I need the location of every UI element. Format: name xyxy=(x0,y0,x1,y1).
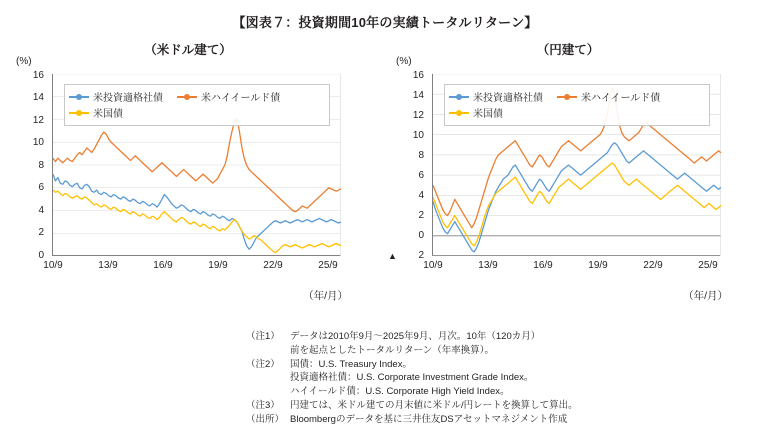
x-tick: 10/9 xyxy=(423,260,443,271)
y-tick: 16 xyxy=(412,70,424,81)
legend-item-ig xyxy=(449,89,543,104)
y-tick-negative: 2 xyxy=(418,250,424,261)
notes-block xyxy=(246,330,578,426)
panel-title-jpy: （円建て） xyxy=(536,43,600,57)
note-sub: ハイイールド債：U.S. Corporate High Yield Index。 xyxy=(290,386,510,398)
legend-item-hy xyxy=(557,89,660,104)
x-axis-caption-jpy: （年/月） xyxy=(683,290,728,302)
legend-label-ig: 米投資適格社債 xyxy=(93,93,163,104)
legend-item-hy xyxy=(177,89,280,104)
y-tick: 6 xyxy=(418,170,424,181)
y-tick: 10 xyxy=(412,130,424,141)
note-body: 円建ては、米ドル建ての月末値に米ドル/円レートを換算して算出。 xyxy=(290,399,578,411)
y-tick: 4 xyxy=(418,190,424,201)
unit-label-usd: (%) xyxy=(16,56,32,67)
x-axis-caption-usd: （年/月） xyxy=(303,290,348,302)
legend-item-ig xyxy=(69,89,163,104)
legend-swatch-ig xyxy=(69,96,89,98)
x-tick: 10/9 xyxy=(43,260,63,271)
legend-usd xyxy=(64,84,330,126)
note-sub: 前を起点としたトータルリターン（年率換算）。 xyxy=(290,344,495,356)
legend-jpy xyxy=(444,84,710,126)
note-body: Bloombergのデータを基に三井住友DSアセットマネジメント作成 xyxy=(290,413,568,425)
x-tick: 19/9 xyxy=(588,260,608,271)
note-item xyxy=(246,330,578,344)
negative-marker: ▲ xyxy=(388,251,397,261)
x-tick: 22/9 xyxy=(643,260,663,271)
y-tick: 8 xyxy=(38,160,44,171)
note-body: データは2010年9月～2025年9月、月次。10年（120カ月） xyxy=(290,331,541,342)
y-tick: 14 xyxy=(412,90,424,101)
note-tag: （注1） xyxy=(246,331,280,342)
legend-item-ust xyxy=(449,105,503,120)
note-item xyxy=(246,413,578,427)
y-tick: 4 xyxy=(38,205,44,216)
x-tick: 13/9 xyxy=(478,260,498,271)
y-tick: 12 xyxy=(32,115,44,126)
y-tick: 12 xyxy=(412,110,424,121)
x-tick: 25/9 xyxy=(698,260,718,271)
legend-label-ust: 米国債 xyxy=(473,109,503,120)
note-sub: 投資適格社債：U.S. Corporate Investment Grade Index。 xyxy=(290,372,534,384)
note-item xyxy=(246,358,578,372)
note-item xyxy=(246,399,578,413)
page-title: 【図表７：投資期間10年の実績トータルリターン】 xyxy=(232,15,538,30)
legend-label-ig: 米投資適格社債 xyxy=(473,93,543,104)
legend-swatch-hy xyxy=(177,96,197,98)
y-tick: 2 xyxy=(38,227,44,238)
y-tick: 8 xyxy=(418,150,424,161)
chart-panel-jpy xyxy=(388,40,748,310)
y-tick: 14 xyxy=(32,92,44,103)
legend-label-hy: 米ハイイールド債 xyxy=(581,93,661,104)
x-tick: 13/9 xyxy=(98,260,118,271)
x-tick: 16/9 xyxy=(153,260,173,271)
panel-title-usd: （米ドル建て） xyxy=(144,43,232,57)
note-tag: （注3） xyxy=(246,399,280,411)
x-tick: 25/9 xyxy=(318,260,338,271)
note-body: 国債：U.S. Treasury Index。 xyxy=(290,358,412,370)
note-tag: （出所） xyxy=(246,413,285,425)
legend-swatch-ust xyxy=(449,112,469,114)
legend-swatch-ust xyxy=(69,112,89,114)
y-tick: 0 xyxy=(418,230,424,241)
legend-item-ust xyxy=(69,105,123,120)
legend-swatch-hy xyxy=(557,96,577,98)
y-tick: 2 xyxy=(418,210,424,221)
x-tick: 22/9 xyxy=(263,260,283,271)
y-tick: 10 xyxy=(32,137,44,148)
x-tick: 16/9 xyxy=(533,260,553,271)
x-tick: 19/9 xyxy=(208,260,228,271)
legend-swatch-ig xyxy=(449,96,469,98)
y-tick: 6 xyxy=(38,182,44,193)
y-tick: 0 xyxy=(38,250,44,261)
legend-label-hy: 米ハイイールド債 xyxy=(201,93,281,104)
y-tick: 16 xyxy=(32,70,44,81)
legend-label-ust: 米国債 xyxy=(93,109,123,120)
unit-label-jpy: (%) xyxy=(396,56,412,67)
chart-panel-usd xyxy=(8,40,368,310)
note-tag: （注2） xyxy=(246,358,280,370)
